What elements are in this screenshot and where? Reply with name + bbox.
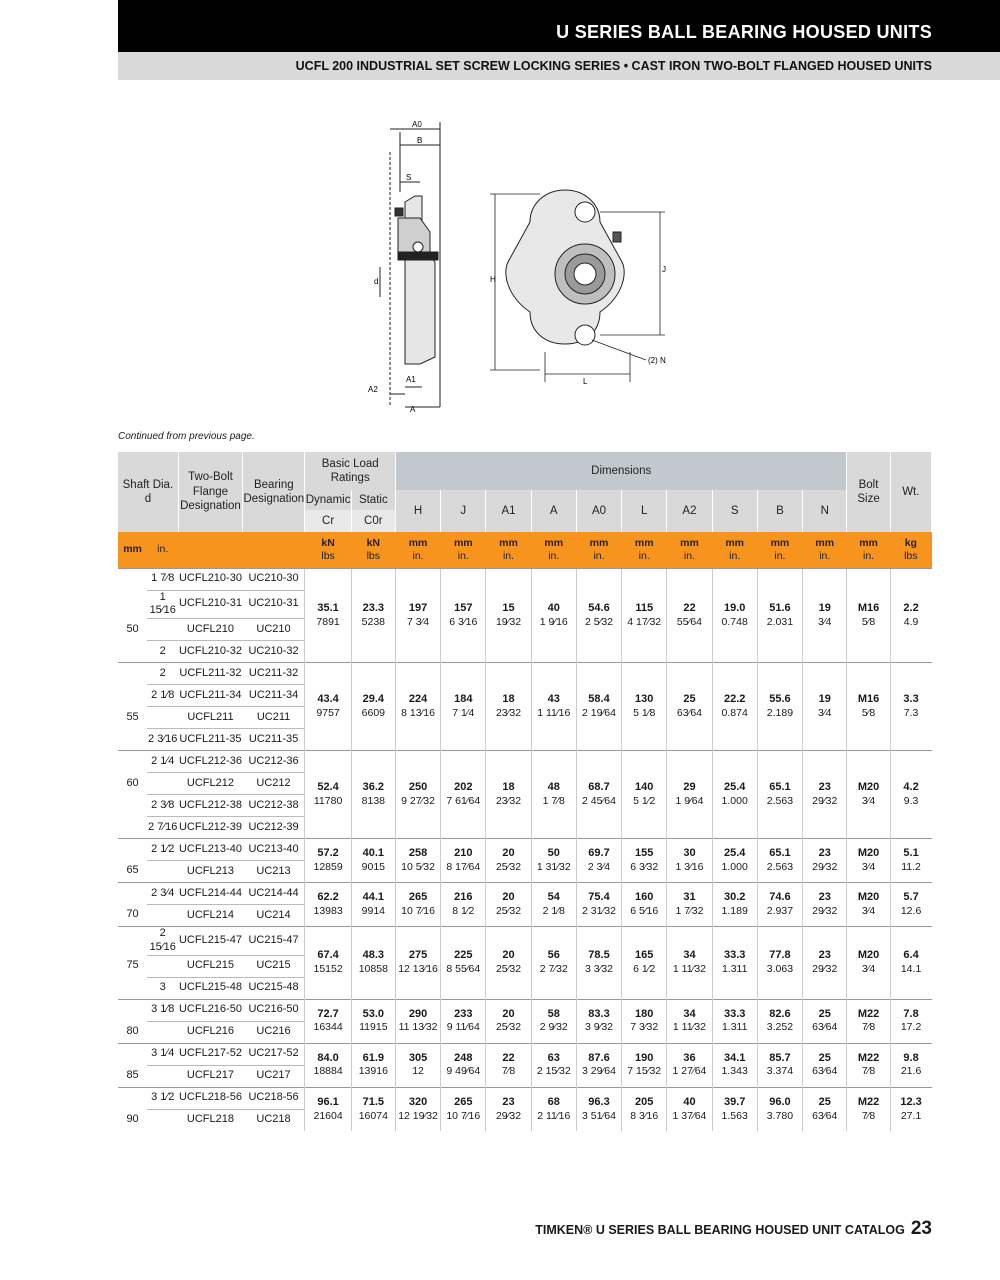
flange-designation: UCFL214-44 bbox=[178, 883, 242, 905]
value-a0: 54.6 2 5⁄32 bbox=[576, 568, 621, 663]
size-group bbox=[118, 999, 932, 1043]
label-h: H bbox=[490, 275, 496, 284]
bearing-designation: UC212-38 bbox=[243, 795, 305, 817]
value-dyn: 62.2 13983 bbox=[305, 883, 351, 927]
table-row bbox=[118, 927, 932, 956]
flange-designation: UCFL215-48 bbox=[178, 977, 242, 999]
value-s: 39.7 1.563 bbox=[712, 1087, 757, 1131]
bearing-designation: UC211-32 bbox=[243, 663, 305, 685]
value-s: 25.4 1.000 bbox=[712, 751, 757, 839]
label-n: (2) N bbox=[648, 356, 666, 365]
value-a0: 87.6 3 29⁄64 bbox=[576, 1043, 621, 1087]
value-bolt: M20 3⁄4 bbox=[847, 927, 890, 1000]
label-a1: A1 bbox=[406, 375, 416, 384]
dim-a1: A1 bbox=[486, 490, 531, 532]
flange-designation: UCFL217 bbox=[178, 1065, 242, 1087]
label-j: J bbox=[662, 265, 666, 274]
shaft-mm bbox=[118, 663, 147, 685]
shaft-mm: 75 bbox=[126, 959, 139, 972]
flange-designation: UCFL210-30 bbox=[178, 568, 242, 590]
value-h: 320 12 19⁄32 bbox=[395, 1087, 440, 1131]
value-a2: 36 1 27⁄64 bbox=[667, 1043, 712, 1087]
col-static: Static bbox=[351, 490, 395, 510]
shaft-mm bbox=[118, 568, 147, 590]
flange-designation: UCFL216 bbox=[178, 1021, 242, 1043]
bearing-designation: UC215 bbox=[243, 955, 305, 977]
size-group bbox=[118, 568, 932, 663]
value-h: 258 10 5⁄32 bbox=[395, 839, 440, 883]
value-n: 23 29⁄32 bbox=[803, 927, 847, 1000]
flange-designation: UCFL218-56 bbox=[178, 1087, 242, 1109]
flange-designation: UCFL211-35 bbox=[178, 729, 242, 751]
col-bolt: Bolt Size bbox=[847, 452, 890, 532]
value-a: 54 2 1⁄8 bbox=[531, 883, 576, 927]
col-dimensions: Dimensions bbox=[395, 452, 846, 490]
value-a1: 18 23⁄32 bbox=[486, 751, 531, 839]
value-n: 19 3⁄4 bbox=[803, 568, 847, 663]
value-b: 74.6 2.937 bbox=[757, 883, 802, 927]
value-stat: 44.1 9914 bbox=[351, 883, 395, 927]
shaft-mm: 80 bbox=[126, 1024, 139, 1037]
value-j: 248 9 49⁄64 bbox=[441, 1043, 486, 1087]
value-s: 30.2 1.189 bbox=[712, 883, 757, 927]
value-a: 56 2 7⁄32 bbox=[531, 927, 576, 1000]
shaft-in: 2 15⁄16 bbox=[147, 927, 178, 956]
spec-table bbox=[118, 452, 932, 1131]
shaft-in: 3 1⁄8 bbox=[147, 999, 178, 1021]
value-bolt: M16 5⁄8 bbox=[847, 663, 890, 751]
table-row bbox=[118, 999, 932, 1021]
shaft-mm bbox=[118, 883, 147, 905]
shaft-mm: 65 bbox=[126, 864, 139, 877]
continued-note: Continued from previous page. bbox=[118, 431, 255, 442]
dim-n: N bbox=[803, 490, 847, 532]
shaft-in: 2 3⁄16 bbox=[147, 729, 178, 751]
value-a1: 20 25⁄32 bbox=[486, 839, 531, 883]
label-s: S bbox=[406, 173, 412, 182]
shaft-in: 2 1⁄8 bbox=[147, 685, 178, 707]
value-a1: 20 25⁄32 bbox=[486, 999, 531, 1043]
value-a2: 31 1 7⁄32 bbox=[667, 883, 712, 927]
bearing-designation: UC212-36 bbox=[243, 751, 305, 773]
bearing-designation: UC210 bbox=[243, 619, 305, 641]
bearing-designation: UC211-34 bbox=[243, 685, 305, 707]
value-j: 225 8 55⁄64 bbox=[441, 927, 486, 1000]
shaft-in: 2 3⁄8 bbox=[147, 795, 178, 817]
shaft-in bbox=[147, 619, 178, 641]
shaft-in bbox=[147, 1065, 178, 1087]
value-a1: 20 25⁄32 bbox=[486, 883, 531, 927]
bearing-designation: UC210-30 bbox=[243, 568, 305, 590]
value-l: 180 7 3⁄32 bbox=[622, 999, 667, 1043]
bearing-designation: UC218-56 bbox=[243, 1087, 305, 1109]
value-a: 40 1 9⁄16 bbox=[531, 568, 576, 663]
value-stat: 29.4 6609 bbox=[351, 663, 395, 751]
shaft-mm bbox=[118, 927, 147, 956]
value-a: 58 2 9⁄32 bbox=[531, 999, 576, 1043]
shaft-in bbox=[147, 861, 178, 883]
value-wt: 12.3 27.1 bbox=[890, 1087, 931, 1131]
col-shaft: Shaft Dia. d bbox=[118, 452, 178, 532]
label-a2: A2 bbox=[368, 385, 378, 394]
size-group bbox=[118, 1087, 932, 1131]
shaft-in bbox=[147, 1109, 178, 1131]
value-bolt: M20 3⁄4 bbox=[847, 751, 890, 839]
value-a0: 75.4 2 31⁄32 bbox=[576, 883, 621, 927]
value-n: 25 63⁄64 bbox=[803, 999, 847, 1043]
unit-dynamic: kN lbs bbox=[305, 532, 351, 568]
shaft-in: 1 15⁄16 bbox=[147, 590, 178, 619]
value-dyn: 57.2 12859 bbox=[305, 839, 351, 883]
footer-text: TIMKEN® U SERIES BALL BEARING HOUSED UNIT CATALOG bbox=[535, 1223, 905, 1237]
dim-a: A bbox=[531, 490, 576, 532]
value-a1: 22 7⁄8 bbox=[486, 1043, 531, 1087]
size-group bbox=[118, 751, 932, 839]
value-bolt: M22 7⁄8 bbox=[847, 1043, 890, 1087]
col-cr: Cr bbox=[305, 510, 351, 532]
bearing-designation: UC217 bbox=[243, 1065, 305, 1087]
bearing-designation: UC217-52 bbox=[243, 1043, 305, 1065]
table-row bbox=[118, 568, 932, 590]
dim-l: L bbox=[622, 490, 667, 532]
value-l: 115 4 17⁄32 bbox=[622, 568, 667, 663]
value-h: 197 7 3⁄4 bbox=[395, 568, 440, 663]
bearing-designation: UC215-47 bbox=[243, 927, 305, 956]
value-n: 23 29⁄32 bbox=[803, 883, 847, 927]
flange-designation: UCFL210-31 bbox=[178, 590, 242, 619]
label-a0: A0 bbox=[412, 120, 422, 129]
flange-designation: UCFL212-38 bbox=[178, 795, 242, 817]
value-stat: 53.0 11915 bbox=[351, 999, 395, 1043]
value-a2: 25 63⁄64 bbox=[667, 663, 712, 751]
value-a0: 78.5 3 3⁄32 bbox=[576, 927, 621, 1000]
value-wt: 2.2 4.9 bbox=[890, 568, 931, 663]
value-wt: 3.3 7.3 bbox=[890, 663, 931, 751]
col-designation: Two-Bolt Flange Designation bbox=[178, 452, 242, 532]
value-j: 202 7 61⁄64 bbox=[441, 751, 486, 839]
value-bolt: M16 5⁄8 bbox=[847, 568, 890, 663]
dim-a2: A2 bbox=[667, 490, 712, 532]
unit-mm: mm bbox=[118, 532, 147, 568]
value-j: 184 7 1⁄4 bbox=[441, 663, 486, 751]
shaft-mm bbox=[118, 817, 147, 839]
value-s: 22.2 0.874 bbox=[712, 663, 757, 751]
value-a: 48 1 7⁄8 bbox=[531, 751, 576, 839]
value-a2: 22 55⁄64 bbox=[667, 568, 712, 663]
page-title: U SERIES BALL BEARING HOUSED UNITS bbox=[118, 0, 1000, 52]
flange-designation: UCFL211-32 bbox=[178, 663, 242, 685]
shaft-in: 2 3⁄4 bbox=[147, 883, 178, 905]
value-a2: 40 1 37⁄64 bbox=[667, 1087, 712, 1131]
value-bolt: M20 3⁄4 bbox=[847, 839, 890, 883]
size-group bbox=[118, 663, 932, 751]
shaft-in: 2 bbox=[147, 663, 178, 685]
value-s: 34.1 1.343 bbox=[712, 1043, 757, 1087]
bearing-diagram bbox=[360, 112, 690, 417]
value-stat: 48.3 10858 bbox=[351, 927, 395, 1000]
side-view bbox=[380, 122, 440, 407]
flange-designation: UCFL213-40 bbox=[178, 839, 242, 861]
table-row bbox=[118, 1087, 932, 1109]
shaft-mm bbox=[118, 751, 147, 773]
value-dyn: 35.1 7891 bbox=[305, 568, 351, 663]
value-a: 68 2 11⁄16 bbox=[531, 1087, 576, 1131]
label-b: B bbox=[417, 136, 423, 145]
value-a: 50 1 31⁄32 bbox=[531, 839, 576, 883]
bearing-designation: UC218 bbox=[243, 1109, 305, 1131]
value-a2: 30 1 3⁄16 bbox=[667, 839, 712, 883]
col-bearing: Bearing Designation bbox=[243, 452, 305, 532]
shaft-in: 2 7⁄16 bbox=[147, 817, 178, 839]
value-s: 19.0 0.748 bbox=[712, 568, 757, 663]
dim-h: H bbox=[395, 490, 440, 532]
value-wt: 9.8 21.6 bbox=[890, 1043, 931, 1087]
value-a1: 20 25⁄32 bbox=[486, 927, 531, 1000]
value-h: 275 12 13⁄16 bbox=[395, 927, 440, 1000]
value-bolt: M22 7⁄8 bbox=[847, 999, 890, 1043]
shaft-in: 2 1⁄4 bbox=[147, 751, 178, 773]
value-j: 157 6 3⁄16 bbox=[441, 568, 486, 663]
shaft-mm bbox=[118, 839, 147, 861]
value-s: 33.3 1.311 bbox=[712, 999, 757, 1043]
flange-designation: UCFL218 bbox=[178, 1109, 242, 1131]
shaft-in: 2 1⁄2 bbox=[147, 839, 178, 861]
flange-designation: UCFL212-36 bbox=[178, 751, 242, 773]
value-wt: 5.7 12.6 bbox=[890, 883, 931, 927]
shaft-mm bbox=[118, 590, 147, 619]
value-a0: 96.3 3 51⁄64 bbox=[576, 1087, 621, 1131]
bearing-designation: UC211-35 bbox=[243, 729, 305, 751]
shaft-mm bbox=[118, 999, 147, 1021]
flange-designation: UCFL217-52 bbox=[178, 1043, 242, 1065]
shaft-in: 1 7⁄8 bbox=[147, 568, 178, 590]
bearing-designation: UC211 bbox=[243, 707, 305, 729]
value-j: 265 10 7⁄16 bbox=[441, 1087, 486, 1131]
value-b: 82.6 3.252 bbox=[757, 999, 802, 1043]
shaft-in: 3 1⁄2 bbox=[147, 1087, 178, 1109]
value-dyn: 52.4 11780 bbox=[305, 751, 351, 839]
value-a: 43 1 11⁄16 bbox=[531, 663, 576, 751]
value-b: 55.6 2.189 bbox=[757, 663, 802, 751]
value-b: 96.0 3.780 bbox=[757, 1087, 802, 1131]
value-l: 130 5 1⁄8 bbox=[622, 663, 667, 751]
shaft-in: 3 1⁄4 bbox=[147, 1043, 178, 1065]
value-n: 23 29⁄32 bbox=[803, 839, 847, 883]
value-a2: 34 1 11⁄32 bbox=[667, 999, 712, 1043]
dim-b: B bbox=[757, 490, 802, 532]
value-bolt: M20 3⁄4 bbox=[847, 883, 890, 927]
bearing-designation: UC216-50 bbox=[243, 999, 305, 1021]
value-dyn: 96.1 21604 bbox=[305, 1087, 351, 1131]
flange-designation: UCFL211 bbox=[178, 707, 242, 729]
value-h: 265 10 7⁄16 bbox=[395, 883, 440, 927]
label-d: d bbox=[374, 277, 379, 286]
dim-s: S bbox=[712, 490, 757, 532]
value-l: 140 5 1⁄2 bbox=[622, 751, 667, 839]
value-j: 233 9 11⁄64 bbox=[441, 999, 486, 1043]
value-b: 51.6 2.031 bbox=[757, 568, 802, 663]
col-dynamic: Dynamic bbox=[305, 490, 351, 510]
value-a1: 15 19⁄32 bbox=[486, 568, 531, 663]
value-s: 33.3 1.311 bbox=[712, 927, 757, 1000]
value-a0: 83.3 3 9⁄32 bbox=[576, 999, 621, 1043]
value-stat: 23.3 5238 bbox=[351, 568, 395, 663]
bearing-designation: UC213-40 bbox=[243, 839, 305, 861]
value-l: 165 6 1⁄2 bbox=[622, 927, 667, 1000]
flange-designation: UCFL212-39 bbox=[178, 817, 242, 839]
value-stat: 61.9 13916 bbox=[351, 1043, 395, 1087]
shaft-in bbox=[147, 773, 178, 795]
value-b: 85.7 3.374 bbox=[757, 1043, 802, 1087]
value-l: 160 6 5⁄16 bbox=[622, 883, 667, 927]
unit-in: in. bbox=[147, 532, 178, 568]
value-a0: 69.7 2 3⁄4 bbox=[576, 839, 621, 883]
size-group bbox=[118, 927, 932, 1000]
shaft-in bbox=[147, 905, 178, 927]
shaft-mm bbox=[118, 1087, 147, 1109]
value-n: 25 63⁄64 bbox=[803, 1087, 847, 1131]
shaft-in: 2 bbox=[147, 641, 178, 663]
bearing-designation: UC213 bbox=[243, 861, 305, 883]
value-a2: 29 1 9⁄64 bbox=[667, 751, 712, 839]
shaft-in bbox=[147, 955, 178, 977]
table-row bbox=[118, 1043, 932, 1065]
bearing-designation: UC210-31 bbox=[243, 590, 305, 619]
shaft-mm: 85 bbox=[126, 1068, 139, 1081]
col-cor: C0r bbox=[351, 510, 395, 532]
shaft-mm bbox=[118, 795, 147, 817]
flange-designation: UCFL212 bbox=[178, 773, 242, 795]
value-n: 23 29⁄32 bbox=[803, 751, 847, 839]
value-n: 25 63⁄64 bbox=[803, 1043, 847, 1087]
shaft-in bbox=[147, 1021, 178, 1043]
bearing-designation: UC214-44 bbox=[243, 883, 305, 905]
value-dyn: 72.7 16344 bbox=[305, 999, 351, 1043]
shaft-mm bbox=[118, 641, 147, 663]
col-ratings: Basic Load Ratings bbox=[305, 452, 395, 490]
value-b: 77.8 3.063 bbox=[757, 927, 802, 1000]
page-subtitle: UCFL 200 INDUSTRIAL SET SCREW LOCKING SERIES • CAST IRON TWO-BOLT FLANGED HOUSED UNITS bbox=[118, 52, 1000, 80]
bearing-designation: UC212-39 bbox=[243, 817, 305, 839]
value-l: 155 6 3⁄32 bbox=[622, 839, 667, 883]
value-wt: 6.4 14.1 bbox=[890, 927, 931, 1000]
value-h: 290 11 13⁄32 bbox=[395, 999, 440, 1043]
shaft-mm: 60 bbox=[126, 776, 139, 789]
table-row bbox=[118, 751, 932, 773]
flange-designation: UCFL214 bbox=[178, 905, 242, 927]
value-a: 63 2 15⁄32 bbox=[531, 1043, 576, 1087]
value-l: 205 8 3⁄16 bbox=[622, 1087, 667, 1131]
value-stat: 40.1 9015 bbox=[351, 839, 395, 883]
size-group bbox=[118, 883, 932, 927]
flange-designation: UCFL215 bbox=[178, 955, 242, 977]
value-dyn: 84.0 18884 bbox=[305, 1043, 351, 1087]
value-j: 210 8 17⁄64 bbox=[441, 839, 486, 883]
value-j: 216 8 1⁄2 bbox=[441, 883, 486, 927]
flange-designation: UCFL210 bbox=[178, 619, 242, 641]
value-a1: 18 23⁄32 bbox=[486, 663, 531, 751]
unit-static: kN lbs bbox=[351, 532, 395, 568]
shaft-mm bbox=[118, 685, 147, 707]
value-h: 250 9 27⁄32 bbox=[395, 751, 440, 839]
value-n: 19 3⁄4 bbox=[803, 663, 847, 751]
value-s: 25.4 1.000 bbox=[712, 839, 757, 883]
bearing-designation: UC216 bbox=[243, 1021, 305, 1043]
front-view bbox=[506, 190, 624, 345]
bearing-designation: UC214 bbox=[243, 905, 305, 927]
value-dyn: 67.4 15152 bbox=[305, 927, 351, 1000]
value-h: 224 8 13⁄16 bbox=[395, 663, 440, 751]
value-b: 65.1 2.563 bbox=[757, 751, 802, 839]
shaft-mm: 55 bbox=[126, 710, 139, 723]
shaft-mm: 70 bbox=[126, 908, 139, 921]
table-row bbox=[118, 883, 932, 905]
shaft-in: 3 bbox=[147, 977, 178, 999]
bearing-designation: UC210-32 bbox=[243, 641, 305, 663]
shaft-mm: 50 bbox=[126, 622, 139, 635]
table-row bbox=[118, 839, 932, 861]
flange-designation: UCFL211-34 bbox=[178, 685, 242, 707]
bearing-designation: UC215-48 bbox=[243, 977, 305, 999]
value-a0: 58.4 2 19⁄64 bbox=[576, 663, 621, 751]
label-l: L bbox=[583, 377, 588, 386]
value-wt: 7.8 17.2 bbox=[890, 999, 931, 1043]
flange-designation: UCFL210-32 bbox=[178, 641, 242, 663]
shaft-mm: 90 bbox=[126, 1113, 139, 1126]
table-row bbox=[118, 663, 932, 685]
shaft-in bbox=[147, 707, 178, 729]
value-h: 305 12 bbox=[395, 1043, 440, 1087]
label-a: A bbox=[410, 405, 416, 414]
shaft-mm bbox=[118, 977, 147, 999]
dim-j: J bbox=[441, 490, 486, 532]
value-dyn: 43.4 9757 bbox=[305, 663, 351, 751]
value-a0: 68.7 2 45⁄64 bbox=[576, 751, 621, 839]
bearing-designation: UC212 bbox=[243, 773, 305, 795]
flange-designation: UCFL215-47 bbox=[178, 927, 242, 956]
value-a1: 23 29⁄32 bbox=[486, 1087, 531, 1131]
shaft-mm bbox=[118, 1043, 147, 1065]
flange-designation: UCFL216-50 bbox=[178, 999, 242, 1021]
value-stat: 71.5 16074 bbox=[351, 1087, 395, 1131]
value-b: 65.1 2.563 bbox=[757, 839, 802, 883]
page-number: 23 bbox=[910, 1218, 932, 1239]
size-group bbox=[118, 839, 932, 883]
value-bolt: M22 7⁄8 bbox=[847, 1087, 890, 1131]
flange-designation: UCFL213 bbox=[178, 861, 242, 883]
value-a2: 34 1 11⁄32 bbox=[667, 927, 712, 1000]
shaft-mm bbox=[118, 729, 147, 751]
units-row: mm in. kN lbs kN lbs mm in. mm in. mm in. mm in. mm in. mm in. mm in. mm in. mm in. mm in. mm in. kg lbs bbox=[118, 532, 932, 568]
value-wt: 4.2 9.3 bbox=[890, 751, 931, 839]
value-stat: 36.2 8138 bbox=[351, 751, 395, 839]
col-wt: Wt. bbox=[890, 452, 931, 532]
page-footer bbox=[535, 1218, 932, 1240]
value-wt: 5.1 11.2 bbox=[890, 839, 931, 883]
dim-a0: A0 bbox=[576, 490, 621, 532]
size-group bbox=[118, 1043, 932, 1087]
value-l: 190 7 15⁄32 bbox=[622, 1043, 667, 1087]
